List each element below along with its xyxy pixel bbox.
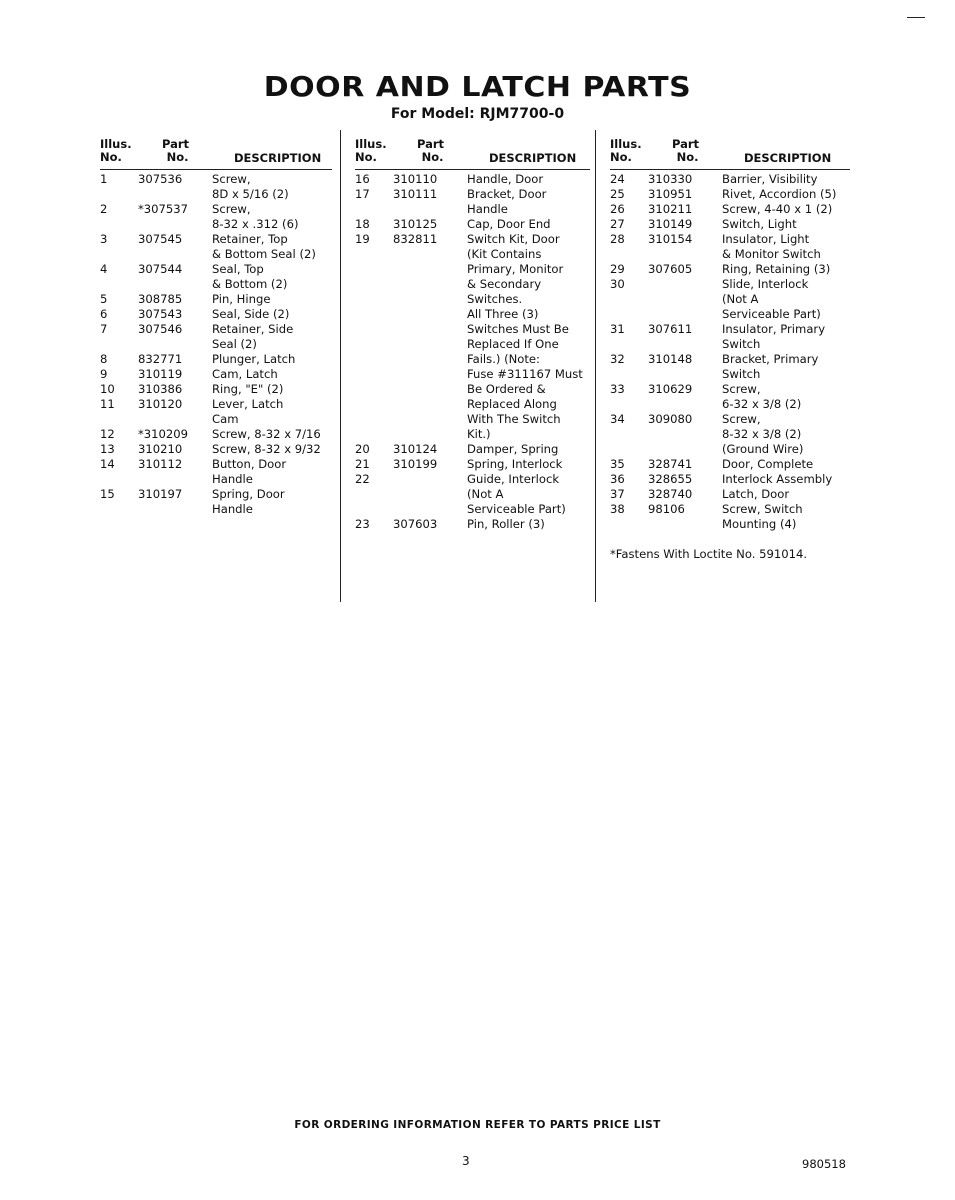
table-row — [610, 412, 850, 457]
part-description — [722, 262, 850, 277]
illus-number: 24 — [610, 172, 625, 186]
illus-number: 27 — [610, 217, 625, 231]
part-number: 308785 — [138, 292, 183, 306]
part-number: 309080 — [648, 412, 693, 426]
part-description — [212, 232, 332, 262]
part-number: *310209 — [138, 427, 189, 441]
description-line: Switch Kit, Door — [467, 232, 560, 246]
table-row — [610, 187, 850, 202]
part-description — [212, 292, 332, 307]
illus-number: 28 — [610, 232, 625, 246]
part-description — [212, 322, 332, 352]
table-row — [355, 457, 590, 472]
description-header: DESCRIPTION — [489, 151, 577, 165]
part-description — [722, 382, 850, 412]
parts-column-2 — [355, 138, 590, 532]
description-line: Screw, 4-40 x 1 (2) — [722, 202, 833, 216]
part-description — [722, 457, 850, 472]
illus-number: 9 — [100, 367, 108, 381]
description-line: Barrier, Visibility — [722, 172, 818, 186]
description-line: Rivet, Accordion (5) — [722, 187, 837, 201]
description-line: Switches. — [467, 292, 523, 306]
part-number — [648, 277, 722, 322]
table-row — [100, 262, 332, 292]
part-number: 310149 — [648, 217, 693, 231]
part-number: 310148 — [648, 352, 693, 366]
illus-number: 17 — [355, 187, 370, 201]
page-number: 3 — [462, 1154, 470, 1168]
illus-number: 16 — [355, 172, 370, 186]
description-line: With The Switch — [467, 412, 561, 426]
description-line: 8-32 x .312 (6) — [212, 217, 299, 231]
part-number: 310125 — [393, 217, 438, 231]
illus-number: 38 — [610, 502, 625, 516]
description-line: Retainer, Top — [212, 232, 288, 246]
description-line: Lever, Latch — [212, 397, 284, 411]
ordering-note: FOR ORDERING INFORMATION REFER TO PARTS PRICE LIST — [294, 1119, 661, 1131]
table-row — [610, 487, 850, 502]
part-number: 98106 — [648, 502, 685, 516]
table-row — [355, 517, 590, 532]
part-description — [212, 382, 332, 397]
part-description — [722, 502, 850, 532]
table-row — [610, 352, 850, 382]
illus-number: 25 — [610, 187, 625, 201]
description-line: Kit.) — [467, 427, 491, 441]
illus-number: 30 — [610, 277, 625, 291]
part-header: Part No. — [417, 137, 445, 164]
part-number: 307536 — [138, 172, 183, 186]
table-row — [355, 187, 590, 217]
illus-header: Illus. No. — [100, 137, 132, 164]
part-description — [467, 472, 590, 517]
description-line: Handle — [467, 202, 508, 216]
illus-number: 23 — [355, 517, 370, 531]
description-line: (Kit Contains — [467, 247, 542, 261]
table-row — [100, 397, 332, 427]
table-row — [610, 232, 850, 262]
part-description — [212, 352, 332, 367]
description-line: Button, Door — [212, 457, 287, 471]
part-description — [467, 217, 590, 232]
table-row — [100, 457, 332, 487]
part-description — [722, 172, 850, 187]
part-number: 328655 — [648, 472, 693, 486]
description-line: & Bottom Seal (2) — [212, 247, 316, 261]
part-description — [212, 427, 332, 442]
part-description — [722, 412, 850, 457]
description-line: Replaced If One — [467, 337, 559, 351]
part-description — [212, 202, 332, 232]
description-line: All Three (3) — [467, 307, 539, 321]
description-line: Fuse #311167 Must — [467, 367, 583, 381]
illus-number: 35 — [610, 457, 625, 471]
part-number: 310951 — [648, 187, 693, 201]
description-line: Switch — [722, 337, 761, 351]
description-line: Replaced Along — [467, 397, 557, 411]
table-row — [100, 487, 332, 517]
parts-rows — [355, 172, 590, 532]
table-row — [100, 367, 332, 382]
part-description — [722, 322, 850, 352]
description-line: Switch — [722, 367, 761, 381]
column-divider — [595, 130, 596, 602]
illus-number: 36 — [610, 472, 625, 486]
illus-number: 20 — [355, 442, 370, 456]
illus-number: 7 — [100, 322, 108, 336]
illus-number: 34 — [610, 412, 625, 426]
table-row — [355, 172, 590, 187]
description-line: (Ground Wire) — [722, 442, 804, 456]
part-number: 307544 — [138, 262, 183, 276]
part-description — [212, 442, 332, 457]
illus-number: 3 — [100, 232, 108, 246]
illus-number: 31 — [610, 322, 625, 336]
part-number: 328740 — [648, 487, 693, 501]
table-row — [100, 382, 332, 397]
illus-number: 15 — [100, 487, 115, 501]
description-line: Insulator, Primary — [722, 322, 826, 336]
table-row — [610, 472, 850, 487]
part-description — [212, 262, 332, 292]
part-description — [212, 457, 332, 487]
table-row — [610, 217, 850, 232]
description-line: Screw, — [722, 382, 761, 396]
description-line: Screw, 8-32 x 7/16 — [212, 427, 321, 441]
description-line: Ring, "E" (2) — [212, 382, 284, 396]
description-line: (Not A — [467, 487, 504, 501]
part-description — [722, 472, 850, 487]
table-row — [610, 277, 850, 322]
illus-number: 2 — [100, 202, 108, 216]
part-description — [722, 487, 850, 502]
illus-number: 29 — [610, 262, 625, 276]
part-number: 310629 — [648, 382, 693, 396]
description-line: Retainer, Side — [212, 322, 294, 336]
illus-number: 32 — [610, 352, 625, 366]
part-number: 310112 — [138, 457, 183, 471]
part-description — [722, 187, 850, 202]
illus-number: 33 — [610, 382, 625, 396]
description-line: Insulator, Light — [722, 232, 810, 246]
description-line: Switches Must Be — [467, 322, 569, 336]
description-line: Screw, — [212, 172, 251, 186]
description-line: Mounting (4) — [722, 517, 797, 531]
description-line: Screw, 8-32 x 9/32 — [212, 442, 321, 456]
part-description — [467, 172, 590, 187]
table-row — [610, 457, 850, 472]
description-line: Primary, Monitor — [467, 262, 564, 276]
description-line: Switch, Light — [722, 217, 797, 231]
table-row — [100, 232, 332, 262]
description-line: Plunger, Latch — [212, 352, 296, 366]
part-description — [212, 367, 332, 382]
part-number: *307537 — [138, 202, 189, 216]
illus-number: 12 — [100, 427, 115, 441]
description-line: & Monitor Switch — [722, 247, 821, 261]
table-row — [100, 172, 332, 202]
description-line: Handle — [212, 502, 253, 516]
description-line: Damper, Spring — [467, 442, 559, 456]
illus-number: 1 — [100, 172, 108, 186]
illus-number: 8 — [100, 352, 108, 366]
table-row — [610, 322, 850, 352]
parts-column-3 — [610, 138, 850, 562]
description-line: 6-32 x 3/8 (2) — [722, 397, 802, 411]
description-line: Pin, Hinge — [212, 292, 271, 306]
description-header: DESCRIPTION — [234, 151, 322, 165]
corner-mark — [907, 17, 925, 18]
illus-header: Illus. No. — [355, 137, 387, 164]
description-line: Slide, Interlock — [722, 277, 809, 291]
part-number: 310330 — [648, 172, 693, 186]
part-number: 307543 — [138, 307, 183, 321]
illus-number: 18 — [355, 217, 370, 231]
part-description — [722, 202, 850, 217]
illus-number: 37 — [610, 487, 625, 501]
description-line: Pin, Roller (3) — [467, 517, 545, 531]
table-row — [100, 442, 332, 457]
parts-rows — [100, 172, 332, 517]
table-row — [610, 382, 850, 412]
table-header — [355, 138, 590, 170]
description-line: Ring, Retaining (3) — [722, 262, 831, 276]
description-line: Screw, — [212, 202, 251, 216]
table-row — [100, 292, 332, 307]
part-number: 310386 — [138, 382, 183, 396]
description-line: Bracket, Door — [467, 187, 547, 201]
illus-number: 4 — [100, 262, 108, 276]
part-header: Part No. — [162, 137, 190, 164]
description-header: DESCRIPTION — [744, 151, 832, 165]
illus-header: Illus. No. — [610, 137, 642, 164]
illus-number: 21 — [355, 457, 370, 471]
table-row — [355, 472, 590, 517]
description-line: Be Ordered & — [467, 382, 546, 396]
part-number: 310197 — [138, 487, 183, 501]
description-line: Serviceable Part) — [467, 502, 566, 516]
illus-number: 11 — [100, 397, 115, 411]
table-header — [610, 138, 850, 170]
part-number: 310154 — [648, 232, 693, 246]
part-number: 832811 — [393, 232, 438, 246]
illus-number: 22 — [355, 472, 370, 486]
description-line: Seal, Top — [212, 262, 264, 276]
part-number: 832771 — [138, 352, 183, 366]
table-row — [100, 307, 332, 322]
part-description — [212, 307, 332, 322]
part-description — [722, 352, 850, 382]
part-number: 310110 — [393, 172, 438, 186]
illus-number: 14 — [100, 457, 115, 471]
part-description — [212, 397, 332, 427]
part-number: 310211 — [648, 202, 693, 216]
part-number: 307603 — [393, 517, 438, 531]
table-header — [100, 138, 332, 170]
description-line: Seal, Side (2) — [212, 307, 290, 321]
table-row — [100, 352, 332, 367]
table-row — [355, 442, 590, 457]
part-number: 307545 — [138, 232, 183, 246]
part-description — [467, 457, 590, 472]
part-description — [212, 487, 332, 517]
description-line: Cap, Door End — [467, 217, 551, 231]
part-number: 310119 — [138, 367, 183, 381]
description-line: Seal (2) — [212, 337, 257, 351]
table-row — [610, 172, 850, 187]
document-number: 980518 — [802, 1157, 846, 1171]
description-line: Interlock Assembly — [722, 472, 833, 486]
description-line: Fails.) (Note: — [467, 352, 540, 366]
illus-number: 19 — [355, 232, 370, 246]
description-line: Handle, Door — [467, 172, 544, 186]
description-line: Cam, Latch — [212, 367, 278, 381]
description-line: Latch, Door — [722, 487, 790, 501]
illus-number: 13 — [100, 442, 115, 456]
parts-rows — [610, 172, 850, 532]
description-line: Door, Complete — [722, 457, 814, 471]
table-row — [100, 322, 332, 352]
footnote: *Fastens With Loctite No. 591014. — [610, 547, 808, 561]
description-line: Spring, Door — [212, 487, 285, 501]
column-divider — [340, 130, 341, 602]
description-line: Bracket, Primary — [722, 352, 819, 366]
parts-column-1 — [100, 138, 332, 517]
illus-number: 26 — [610, 202, 625, 216]
model-subtitle: For Model: RJM7700-0 — [390, 106, 565, 122]
description-line: Guide, Interlock — [467, 472, 560, 486]
description-line: Cam — [212, 412, 239, 426]
part-number: 307611 — [648, 322, 693, 336]
part-number: 307546 — [138, 322, 183, 336]
part-description — [722, 232, 850, 262]
table-row — [610, 202, 850, 217]
table-row — [100, 427, 332, 442]
description-line: 8-32 x 3/8 (2) — [722, 427, 802, 441]
description-line: (Not A — [722, 292, 759, 306]
page-title: DOOR AND LATCH PARTS — [263, 71, 692, 104]
description-line: Serviceable Part) — [722, 307, 821, 321]
part-number: 310124 — [393, 442, 438, 456]
description-line: Handle — [212, 472, 253, 486]
part-description — [212, 172, 332, 202]
part-description — [467, 517, 590, 532]
description-line: Screw, — [722, 412, 761, 426]
table-row — [610, 502, 850, 532]
part-description — [722, 217, 850, 232]
part-description — [467, 232, 590, 442]
description-line: 8D x 5/16 (2) — [212, 187, 289, 201]
part-number — [393, 472, 467, 517]
description-line: & Bottom (2) — [212, 277, 288, 291]
table-row — [610, 262, 850, 277]
part-number: 310199 — [393, 457, 438, 471]
table-row — [355, 232, 590, 442]
table-row — [355, 217, 590, 232]
part-description — [467, 187, 590, 217]
part-number: 310111 — [393, 187, 438, 201]
illus-number: 5 — [100, 292, 108, 306]
part-number: 310120 — [138, 397, 183, 411]
description-line: Screw, Switch — [722, 502, 803, 516]
part-number: 310210 — [138, 442, 183, 456]
part-description — [467, 442, 590, 457]
description-line: & Secondary — [467, 277, 542, 291]
part-description — [722, 277, 850, 322]
part-number: 328741 — [648, 457, 693, 471]
table-row — [100, 202, 332, 232]
part-header: Part No. — [672, 137, 700, 164]
description-line: Spring, Interlock — [467, 457, 563, 471]
illus-number: 10 — [100, 382, 115, 396]
illus-number: 6 — [100, 307, 108, 321]
part-number: 307605 — [648, 262, 693, 276]
